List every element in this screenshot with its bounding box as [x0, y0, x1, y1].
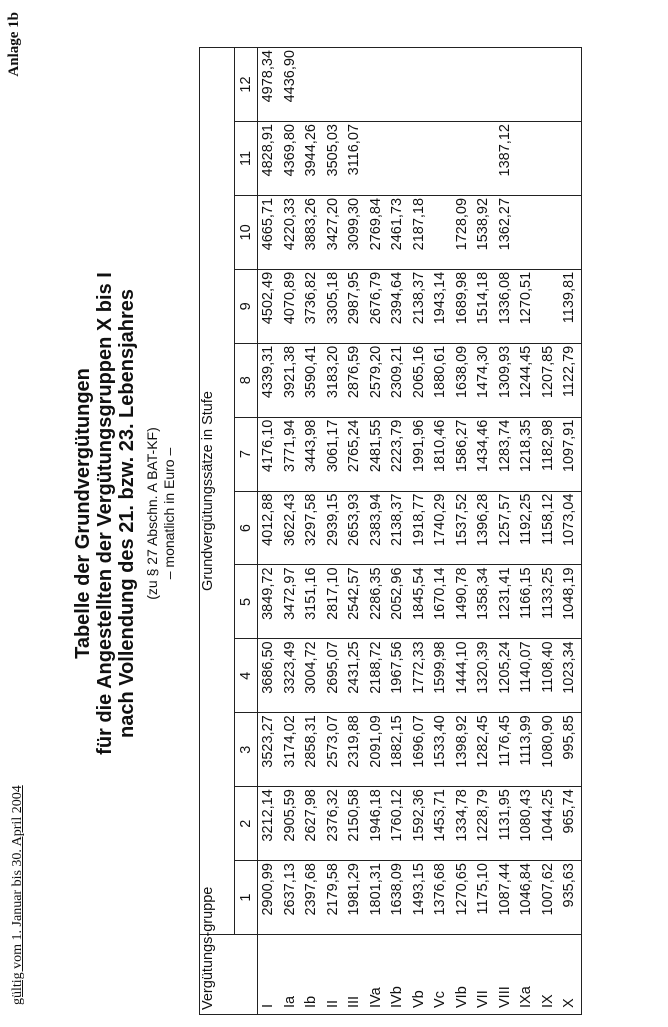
value-cell: 2769,84 [366, 195, 388, 269]
value-cell: 3297,58 [301, 491, 323, 565]
value-cell [538, 122, 560, 196]
value-cell: 1689,98 [452, 269, 474, 343]
value-cell: 1358,34 [473, 565, 495, 639]
stage-super-header: Grundvergütungssätze in Stufe [200, 48, 235, 935]
value-cell: 1760,12 [387, 787, 409, 861]
legal-reference: (zu § 27 Abschn. A BAT-KF) [144, 427, 160, 600]
value-cell: 1131,95 [495, 787, 517, 861]
value-cell: 2900,99 [258, 861, 280, 935]
value-cell: 1474,30 [473, 343, 495, 417]
stage-header: 8 [235, 343, 258, 417]
value-cell: 3771,94 [280, 417, 302, 491]
value-cell: 2905,59 [280, 787, 302, 861]
stage-header: 12 [235, 48, 258, 122]
table-row [280, 48, 302, 1015]
value-cell: 2150,58 [344, 787, 366, 861]
group-cell: III [344, 935, 366, 1015]
value-cell: 1801,31 [366, 861, 388, 935]
value-cell: 2461,73 [387, 195, 409, 269]
value-cell: 2542,57 [344, 565, 366, 639]
value-cell: 1740,29 [430, 491, 452, 565]
value-cell: 3505,03 [323, 122, 345, 196]
validity-period: gültig vom 1. Januar bis 30. April 2004 [10, 785, 25, 1005]
group-cell: Ib [301, 935, 323, 1015]
value-cell: 3523,27 [258, 713, 280, 787]
value-cell: 1490,78 [452, 565, 474, 639]
stage-header: 5 [235, 565, 258, 639]
value-cell: 1336,08 [495, 269, 517, 343]
value-cell [409, 48, 431, 122]
value-cell [538, 269, 560, 343]
value-cell: 1398,92 [452, 713, 474, 787]
table-row [430, 48, 452, 1015]
value-cell: 1638,09 [452, 343, 474, 417]
value-cell: 1270,65 [452, 861, 474, 935]
value-cell: 3061,17 [323, 417, 345, 491]
value-cell: 1176,45 [495, 713, 517, 787]
value-cell: 1334,78 [452, 787, 474, 861]
value-cell: 3736,82 [301, 269, 323, 343]
value-cell [430, 48, 452, 122]
value-cell: 2876,59 [344, 343, 366, 417]
value-cell: 1046,84 [516, 861, 538, 935]
value-cell: 2637,13 [280, 861, 302, 935]
value-cell: 2676,79 [366, 269, 388, 343]
group-cell: Ia [280, 935, 302, 1015]
title-line-1: Tabelle der Grundvergütungen [72, 368, 94, 659]
value-cell [452, 122, 474, 196]
value-cell: 2319,88 [344, 713, 366, 787]
value-cell [473, 48, 495, 122]
value-cell: 995,85 [559, 713, 581, 787]
group-cell: IVb [387, 935, 409, 1015]
value-cell: 965,74 [559, 787, 581, 861]
value-cell: 2138,37 [387, 491, 409, 565]
value-cell: 2987,95 [344, 269, 366, 343]
group-cell: VII [473, 935, 495, 1015]
value-cell [344, 48, 366, 122]
value-cell: 1981,29 [344, 861, 366, 935]
value-cell: 2939,15 [323, 491, 345, 565]
value-cell [387, 122, 409, 196]
value-cell: 1270,51 [516, 269, 538, 343]
group-cell: Vc [430, 935, 452, 1015]
value-cell [495, 48, 517, 122]
value-cell: 4012,88 [258, 491, 280, 565]
value-cell: 3151,16 [301, 565, 323, 639]
value-cell: 1133,25 [538, 565, 560, 639]
value-cell: 2579,20 [366, 343, 388, 417]
value-cell: 1244,45 [516, 343, 538, 417]
value-cell: 1810,46 [430, 417, 452, 491]
value-cell: 3590,41 [301, 343, 323, 417]
value-cell: 4070,89 [280, 269, 302, 343]
value-cell: 1097,91 [559, 417, 581, 491]
value-cell: 1257,57 [495, 491, 517, 565]
value-cell: 2765,24 [344, 417, 366, 491]
value-cell: 1493,15 [409, 861, 431, 935]
value-cell: 1139,81 [559, 269, 581, 343]
value-cell: 1599,98 [430, 639, 452, 713]
value-cell: 1108,40 [538, 639, 560, 713]
value-cell: 1282,45 [473, 713, 495, 787]
value-cell: 1048,19 [559, 565, 581, 639]
value-cell: 1182,98 [538, 417, 560, 491]
value-cell: 1023,34 [559, 639, 581, 713]
value-cell [473, 122, 495, 196]
annex-label: Anlage 1b [6, 12, 22, 77]
stage-header: 9 [235, 269, 258, 343]
value-cell: 1218,35 [516, 417, 538, 491]
value-cell: 935,63 [559, 861, 581, 935]
value-cell: 4436,90 [280, 48, 302, 122]
value-cell: 3305,18 [323, 269, 345, 343]
value-cell: 1943,14 [430, 269, 452, 343]
group-cell: X [559, 935, 581, 1015]
value-cell: 1044,25 [538, 787, 560, 861]
value-cell: 1080,90 [538, 713, 560, 787]
value-cell: 2188,72 [366, 639, 388, 713]
value-cell: 2376,32 [323, 787, 345, 861]
salary-table [199, 47, 582, 1015]
group-cell: Vb [409, 935, 431, 1015]
value-cell: 2397,68 [301, 861, 323, 935]
value-cell [387, 48, 409, 122]
value-cell: 2286,35 [366, 565, 388, 639]
value-cell: 4220,33 [280, 195, 302, 269]
value-cell [559, 122, 581, 196]
value-cell: 1453,71 [430, 787, 452, 861]
value-cell: 3099,30 [344, 195, 366, 269]
value-cell: 1882,15 [387, 713, 409, 787]
value-cell: 2817,10 [323, 565, 345, 639]
value-cell: 3427,20 [323, 195, 345, 269]
group-cell: IVa [366, 935, 388, 1015]
table-row [559, 48, 581, 1015]
value-cell: 1309,93 [495, 343, 517, 417]
value-cell: 2179,58 [323, 861, 345, 935]
table-row [452, 48, 474, 1015]
value-cell: 4978,34 [258, 48, 280, 122]
stage-header: 11 [235, 122, 258, 196]
value-cell: 2052,96 [387, 565, 409, 639]
value-cell: 1586,27 [452, 417, 474, 491]
value-cell: 2383,94 [366, 491, 388, 565]
table-row [258, 48, 280, 1015]
group-cell: VIb [452, 935, 474, 1015]
value-cell: 4665,71 [258, 195, 280, 269]
value-cell: 1537,52 [452, 491, 474, 565]
group-cell: II [323, 935, 345, 1015]
value-cell: 1080,43 [516, 787, 538, 861]
table-row [387, 48, 409, 1015]
table-row [323, 48, 345, 1015]
value-cell: 1538,92 [473, 195, 495, 269]
value-cell: 2481,55 [366, 417, 388, 491]
value-cell [409, 122, 431, 196]
value-cell: 3944,26 [301, 122, 323, 196]
value-cell [452, 48, 474, 122]
value-cell [430, 122, 452, 196]
value-cell: 4369,80 [280, 122, 302, 196]
value-cell [559, 48, 581, 122]
value-cell: 3849,72 [258, 565, 280, 639]
value-cell: 2627,98 [301, 787, 323, 861]
value-cell: 3212,14 [258, 787, 280, 861]
value-cell: 1696,07 [409, 713, 431, 787]
value-cell: 3883,26 [301, 195, 323, 269]
value-cell: 3174,02 [280, 713, 302, 787]
group-column-header: Vergütungs-gruppe [200, 935, 258, 1015]
table-row [473, 48, 495, 1015]
value-cell [323, 48, 345, 122]
value-cell: 2653,93 [344, 491, 366, 565]
title-block [72, 0, 178, 1027]
value-cell: 3116,07 [344, 122, 366, 196]
value-cell: 4502,49 [258, 269, 280, 343]
value-cell: 1638,09 [387, 861, 409, 935]
value-cell [516, 122, 538, 196]
stage-header: 1 [235, 861, 258, 935]
value-cell: 1376,68 [430, 861, 452, 935]
value-cell: 1592,36 [409, 787, 431, 861]
value-cell [516, 48, 538, 122]
value-cell: 1007,62 [538, 861, 560, 935]
value-cell: 2431,25 [344, 639, 366, 713]
table-row [409, 48, 431, 1015]
value-cell: 1166,15 [516, 565, 538, 639]
value-cell: 3004,72 [301, 639, 323, 713]
value-cell: 2858,31 [301, 713, 323, 787]
value-cell: 2187,18 [409, 195, 431, 269]
value-cell: 1918,77 [409, 491, 431, 565]
value-cell: 1122,79 [559, 343, 581, 417]
value-cell: 1231,41 [495, 565, 517, 639]
stage-header: 6 [235, 491, 258, 565]
value-cell: 1514,18 [473, 269, 495, 343]
value-cell: 1192,25 [516, 491, 538, 565]
value-cell: 2091,09 [366, 713, 388, 787]
value-cell: 1387,12 [495, 122, 517, 196]
table-row [495, 48, 517, 1015]
value-cell [366, 122, 388, 196]
value-cell: 1444,10 [452, 639, 474, 713]
stage-header: 10 [235, 195, 258, 269]
value-cell: 1158,12 [538, 491, 560, 565]
value-cell: 2309,21 [387, 343, 409, 417]
value-cell: 1396,28 [473, 491, 495, 565]
value-cell [516, 195, 538, 269]
value-cell: 2065,16 [409, 343, 431, 417]
value-cell: 3323,49 [280, 639, 302, 713]
value-cell [430, 195, 452, 269]
value-cell: 1320,39 [473, 639, 495, 713]
stage-header: 4 [235, 639, 258, 713]
group-cell: IX [538, 935, 560, 1015]
value-cell: 1073,04 [559, 491, 581, 565]
value-cell [559, 195, 581, 269]
group-cell: IXa [516, 935, 538, 1015]
value-cell: 2138,37 [409, 269, 431, 343]
value-cell [538, 48, 560, 122]
value-cell: 3183,20 [323, 343, 345, 417]
group-cell: VIII [495, 935, 517, 1015]
value-cell: 1533,40 [430, 713, 452, 787]
value-cell: 2573,07 [323, 713, 345, 787]
value-cell: 1670,14 [430, 565, 452, 639]
value-cell: 2223,79 [387, 417, 409, 491]
value-cell: 1283,74 [495, 417, 517, 491]
value-cell: 1845,54 [409, 565, 431, 639]
value-cell: 1087,44 [495, 861, 517, 935]
value-cell: 3472,97 [280, 565, 302, 639]
table-row [344, 48, 366, 1015]
value-cell: 4828,91 [258, 122, 280, 196]
value-cell [366, 48, 388, 122]
value-cell: 4339,31 [258, 343, 280, 417]
value-cell: 3921,38 [280, 343, 302, 417]
period-note: – monatlich in Euro – [161, 447, 177, 580]
value-cell: 1362,27 [495, 195, 517, 269]
value-cell: 3622,43 [280, 491, 302, 565]
value-cell: 1140,07 [516, 639, 538, 713]
table-row [301, 48, 323, 1015]
value-cell: 1967,56 [387, 639, 409, 713]
value-cell: 3686,50 [258, 639, 280, 713]
value-cell: 3443,98 [301, 417, 323, 491]
value-cell: 1772,33 [409, 639, 431, 713]
table-row [538, 48, 560, 1015]
value-cell: 2695,07 [323, 639, 345, 713]
value-cell: 1880,61 [430, 343, 452, 417]
value-cell: 1113,99 [516, 713, 538, 787]
value-cell: 1228,79 [473, 787, 495, 861]
stage-header: 3 [235, 713, 258, 787]
table-row [516, 48, 538, 1015]
group-cell: I [258, 935, 280, 1015]
value-cell: 1991,96 [409, 417, 431, 491]
title-line-2: für die Angestellten der Vergütungsgruppen X bis I [94, 272, 116, 755]
stage-header: 7 [235, 417, 258, 491]
value-cell: 1434,46 [473, 417, 495, 491]
value-cell: 1175,10 [473, 861, 495, 935]
value-cell: 1946,18 [366, 787, 388, 861]
value-cell: 4176,10 [258, 417, 280, 491]
stage-header: 2 [235, 787, 258, 861]
value-cell [301, 48, 323, 122]
value-cell: 1205,24 [495, 639, 517, 713]
value-cell [538, 195, 560, 269]
title-line-3: nach Vollendung des 21. bzw. 23. Lebensjahres [116, 289, 138, 739]
value-cell: 1728,09 [452, 195, 474, 269]
value-cell: 1207,85 [538, 343, 560, 417]
value-cell: 2394,64 [387, 269, 409, 343]
table-row [366, 48, 388, 1015]
